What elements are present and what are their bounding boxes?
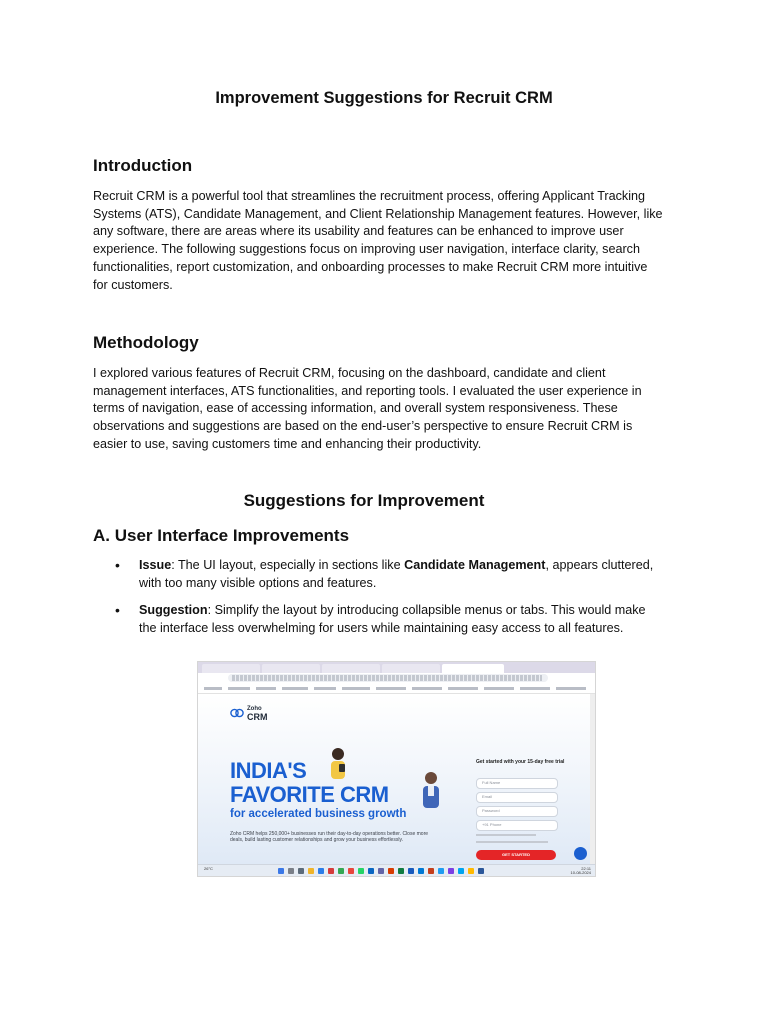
- hero-headline-1: INDIA'S: [230, 758, 307, 783]
- taskbar-app-icon[interactable]: [418, 868, 424, 874]
- section-a-heading: A. User Interface Improvements: [93, 526, 350, 545]
- zoho-logo-icon: [230, 708, 244, 718]
- logo-text-bottom: CRM: [247, 712, 268, 722]
- person-illustration-icon: [416, 770, 446, 810]
- hero-subheadline: for accelerated business growth: [230, 808, 407, 820]
- methodology-paragraph: [93, 365, 678, 454]
- bullet-label: Suggestion: [139, 603, 208, 617]
- terms-checkbox-label: [476, 841, 548, 843]
- paragraph-line: Recruit CRM is a powerful tool that streamlines the recruitment process, offering Applicant Tracking: [93, 189, 646, 203]
- taskbar-app-icon[interactable]: [318, 868, 324, 874]
- browser-tab-bar: [198, 662, 595, 673]
- document-title: Improvement Suggestions for Recruit CRM: [215, 89, 553, 107]
- paragraph-line: management interfaces, ATS functionalities, and reporting tools. I evaluated the user experience in: [93, 383, 642, 398]
- bookmarks-bar: [198, 684, 595, 694]
- taskbar-app-icon[interactable]: [468, 868, 474, 874]
- browser-tab: [382, 664, 440, 673]
- paragraph-line: observations and suggestions are based on the end-user’s perspective to ensure Recruit CRM is: [93, 419, 633, 434]
- browser-tab-active: [442, 664, 504, 673]
- browser-tab: [322, 664, 380, 673]
- bullet-mark: •: [115, 557, 120, 573]
- logo-text-top: Zoho: [247, 706, 262, 712]
- search-icon[interactable]: [288, 868, 294, 874]
- taskbar-app-icon[interactable]: [378, 868, 384, 874]
- taskbar-app-icon[interactable]: [368, 868, 374, 874]
- taskbar-app-icon[interactable]: [458, 868, 464, 874]
- password-field[interactable]: Password: [476, 806, 558, 817]
- paragraph-line: easier to use, saving customers time and enhancing their productivity.: [93, 436, 482, 451]
- paragraph-line: I explored various features of Recruit CRM, focusing on the dashboard, candidate and client: [93, 366, 606, 380]
- paragraph-line: Systems (ATS), Candidate Management, and Client Relationship Management features. However, like: [93, 206, 663, 221]
- chat-icon[interactable]: [574, 847, 587, 860]
- hero-blurb: Zoho CRM helps 250,000+ businesses run their day-to-day operations better. Close more deals, build lasting customer relationships and grow your business effortlessly.: [230, 831, 429, 843]
- taskbar-app-icon[interactable]: [428, 868, 434, 874]
- weather-widget: 26°C: [204, 866, 213, 871]
- folder-icon[interactable]: [308, 868, 314, 874]
- taskbar-app-icon[interactable]: [448, 868, 454, 874]
- taskbar-app-icon[interactable]: [408, 868, 414, 874]
- browser-tab: [202, 664, 260, 673]
- taskbar-app-icon[interactable]: [298, 868, 304, 874]
- start-icon[interactable]: [278, 868, 284, 874]
- taskbar-app-icon[interactable]: [338, 868, 344, 874]
- phone-field[interactable]: +91 Phone: [476, 820, 558, 831]
- url-field: [228, 674, 548, 682]
- paragraph-line: any software, there are areas where its usability and features can be enhanced to improve user: [93, 224, 624, 239]
- suggestions-heading: Suggestions for Improvement: [243, 491, 485, 510]
- full-name-field[interactable]: Full Name: [476, 778, 558, 789]
- browser-tab: [262, 664, 320, 673]
- browser-address-bar: [198, 673, 595, 684]
- taskbar-app-icon[interactable]: [358, 868, 364, 874]
- introduction-paragraph: [93, 188, 678, 294]
- chrome-icon[interactable]: [348, 868, 354, 874]
- system-clock: 22:11 10-08-2024: [570, 866, 591, 875]
- hero-headline-2: FAVORITE CRM: [230, 782, 389, 807]
- paragraph-line: for customers.: [93, 277, 173, 292]
- windows-taskbar: [198, 864, 595, 877]
- taskbar-app-icon[interactable]: [388, 868, 394, 874]
- bullet-line: Suggestion: Simplify the layout by introducing collapsible menus or tabs. This would make: [139, 603, 646, 617]
- person-illustration-icon: [323, 746, 353, 782]
- taskbar-app-icon[interactable]: [328, 868, 334, 874]
- bullet-line: Issue: The UI layout, especially in sections like Candidate Management, appears cluttered,: [139, 558, 654, 572]
- taskbar-app-icon[interactable]: [478, 868, 484, 874]
- signup-form-title: Get started with your 15-day free trial: [476, 759, 565, 765]
- form-note: [476, 834, 536, 836]
- scrollbar: [590, 694, 595, 864]
- bullet-label: Issue: [139, 558, 172, 572]
- paragraph-line: terms of navigation, ease of accessing information, and overall system responsiveness. These: [93, 401, 618, 416]
- introduction-heading: Introduction: [93, 156, 193, 175]
- bullet-mark: •: [115, 602, 120, 618]
- taskbar-app-icon[interactable]: [438, 868, 444, 874]
- bullet-line: with too many visible options and features.: [139, 575, 377, 590]
- get-started-button[interactable]: GET STARTED: [476, 850, 556, 860]
- embedded-screenshot: [197, 661, 596, 877]
- paragraph-line: experience. The following suggestions focus on improving user navigation, interface clarity, search: [93, 242, 640, 257]
- methodology-heading: Methodology: [93, 333, 199, 352]
- bold-term: Candidate Management: [404, 558, 546, 572]
- taskbar-app-icon[interactable]: [398, 868, 404, 874]
- paragraph-line: functionalities, report customization, and onboarding processes to make Recruit CRM more intuitive: [93, 259, 648, 274]
- bullet-line: the interface less overwhelming for users while maintaining easy access to all features.: [139, 620, 624, 635]
- email-field[interactable]: Email: [476, 792, 558, 803]
